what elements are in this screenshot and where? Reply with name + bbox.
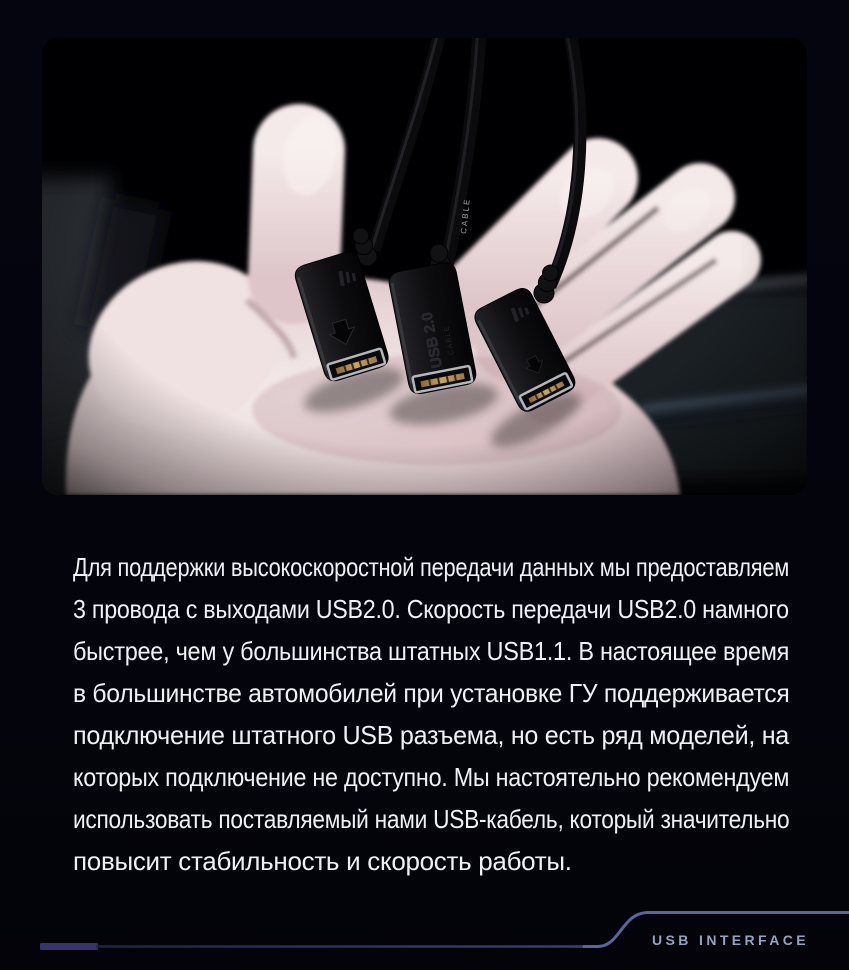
description-line-6: которых подключение не доступно. Мы настоятельно рекомендуем xyxy=(73,762,790,792)
description-line-2: 3 провода с выходами USB2.0. Скорость передачи USB2.0 намного xyxy=(73,594,789,624)
usb-interface-label: USB INTERFACE xyxy=(652,932,809,948)
hand-usb-photo xyxy=(42,38,807,495)
description-paragraph xyxy=(73,546,789,882)
description-line-3: быстрее, чем у большинства штатных USB1.1. В настоящее время xyxy=(73,636,790,666)
description-line-5: подключение штатного USB разъема, но есть ряд моделей, на xyxy=(73,720,789,750)
description-line-4: в большинстве автомобилей при установке ГУ поддерживается xyxy=(73,678,790,708)
description-line-1: Для поддержки высокоскоростной передачи данных мы предоставляем xyxy=(73,552,790,582)
product-photo xyxy=(42,38,807,495)
description-line-7: использовать поставляемый нами USB-кабель, который значительно xyxy=(73,804,790,834)
photo-vignette xyxy=(42,38,807,495)
description-line-8: повысит стабильность и скорость работы. xyxy=(73,846,572,876)
swoosh-start-bar xyxy=(40,943,98,950)
